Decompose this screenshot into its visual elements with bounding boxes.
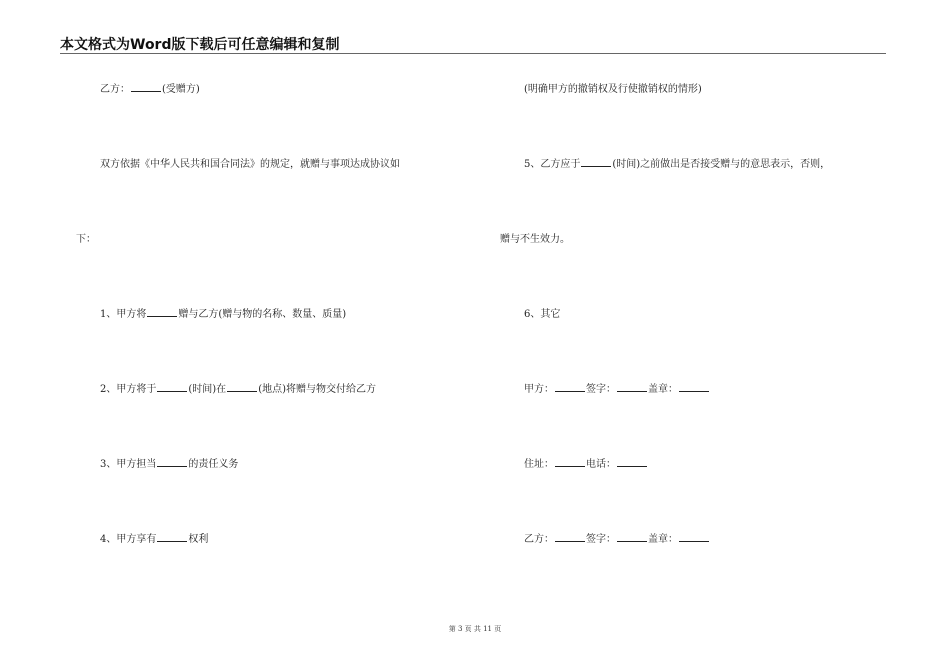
party-a-sign-label: 签字： [586,384,616,395]
header-divider [60,53,886,54]
page-header-title: 本文格式为Word版下载后可任意编辑和复制 [60,37,340,53]
phone-label: 电话： [586,459,616,470]
party-a-seal-blank [679,382,709,392]
address-phone-line [524,455,648,470]
clause-2-start: 2、甲方将于 [100,384,157,395]
party-b-blank [131,82,161,92]
party-a-label: 甲方： [524,384,554,395]
clause-2-blank-time [157,382,187,392]
party-b-seal-blank [679,532,709,542]
clause-1 [100,305,346,320]
clause-4-start: 4、甲方享有 [100,534,157,545]
clause-3-blank [157,457,187,467]
clause-3-start: 3、甲方担当 [100,459,157,470]
clause-6: 6、其它 [524,309,561,320]
party-a-sign-blank [617,382,647,392]
clause-1-blank [147,307,177,317]
clause-1-start: 1、甲方将 [100,309,147,320]
clause-2-mid: (时间)在 [188,384,227,395]
clause-2-blank-place [227,382,257,392]
party-b-sign-label: 签字： [586,534,616,545]
clause-2 [100,380,376,395]
clause-5 [524,155,830,170]
clause-5-continuation: 赠与不生效力。 [500,234,570,245]
party-b-seal-label: 盖章： [648,534,678,545]
preamble-line: 双方依据《中华人民共和国合同法》的规定，就赠与事项达成协议如 [100,159,400,170]
address-blank [555,457,585,467]
party-b-sign-blank [617,532,647,542]
party-b-sign-party-blank [555,532,585,542]
address-label: 住址： [524,459,554,470]
clause-3-end: 的责任义务 [188,459,239,470]
party-b-line [100,80,200,95]
revocation-note: (明确甲方的撤销权及行使撤销权的情形) [524,84,702,95]
clause-1-end: 赠与乙方(赠与物的名称、数量、质量) [178,309,347,320]
clause-4 [100,530,208,545]
clause-2-end: (地点)将赠与物交付给乙方 [258,384,376,395]
clause-5-start: 5、乙方应于 [524,159,581,170]
party-a-seal-label: 盖章： [648,384,678,395]
clause-4-end: 权利 [188,534,209,545]
party-b-sign-party-label: 乙方： [524,534,554,545]
clause-3 [100,455,238,470]
party-a-blank [555,382,585,392]
clause-5-blank [581,157,611,167]
clause-4-blank [157,532,187,542]
party-b-suffix: (受赠方) [162,84,200,95]
party-b-signature-line [524,530,710,545]
phone-blank [617,457,647,467]
preamble-continuation: 下： [76,234,96,245]
clause-5-end: (时间)之前做出是否接受赠与的意思表示，否则， [612,159,831,170]
party-a-signature-line [524,380,710,395]
party-b-label: 乙方： [100,84,130,95]
page-number: 第 3 页 共 11 页 [448,625,502,633]
